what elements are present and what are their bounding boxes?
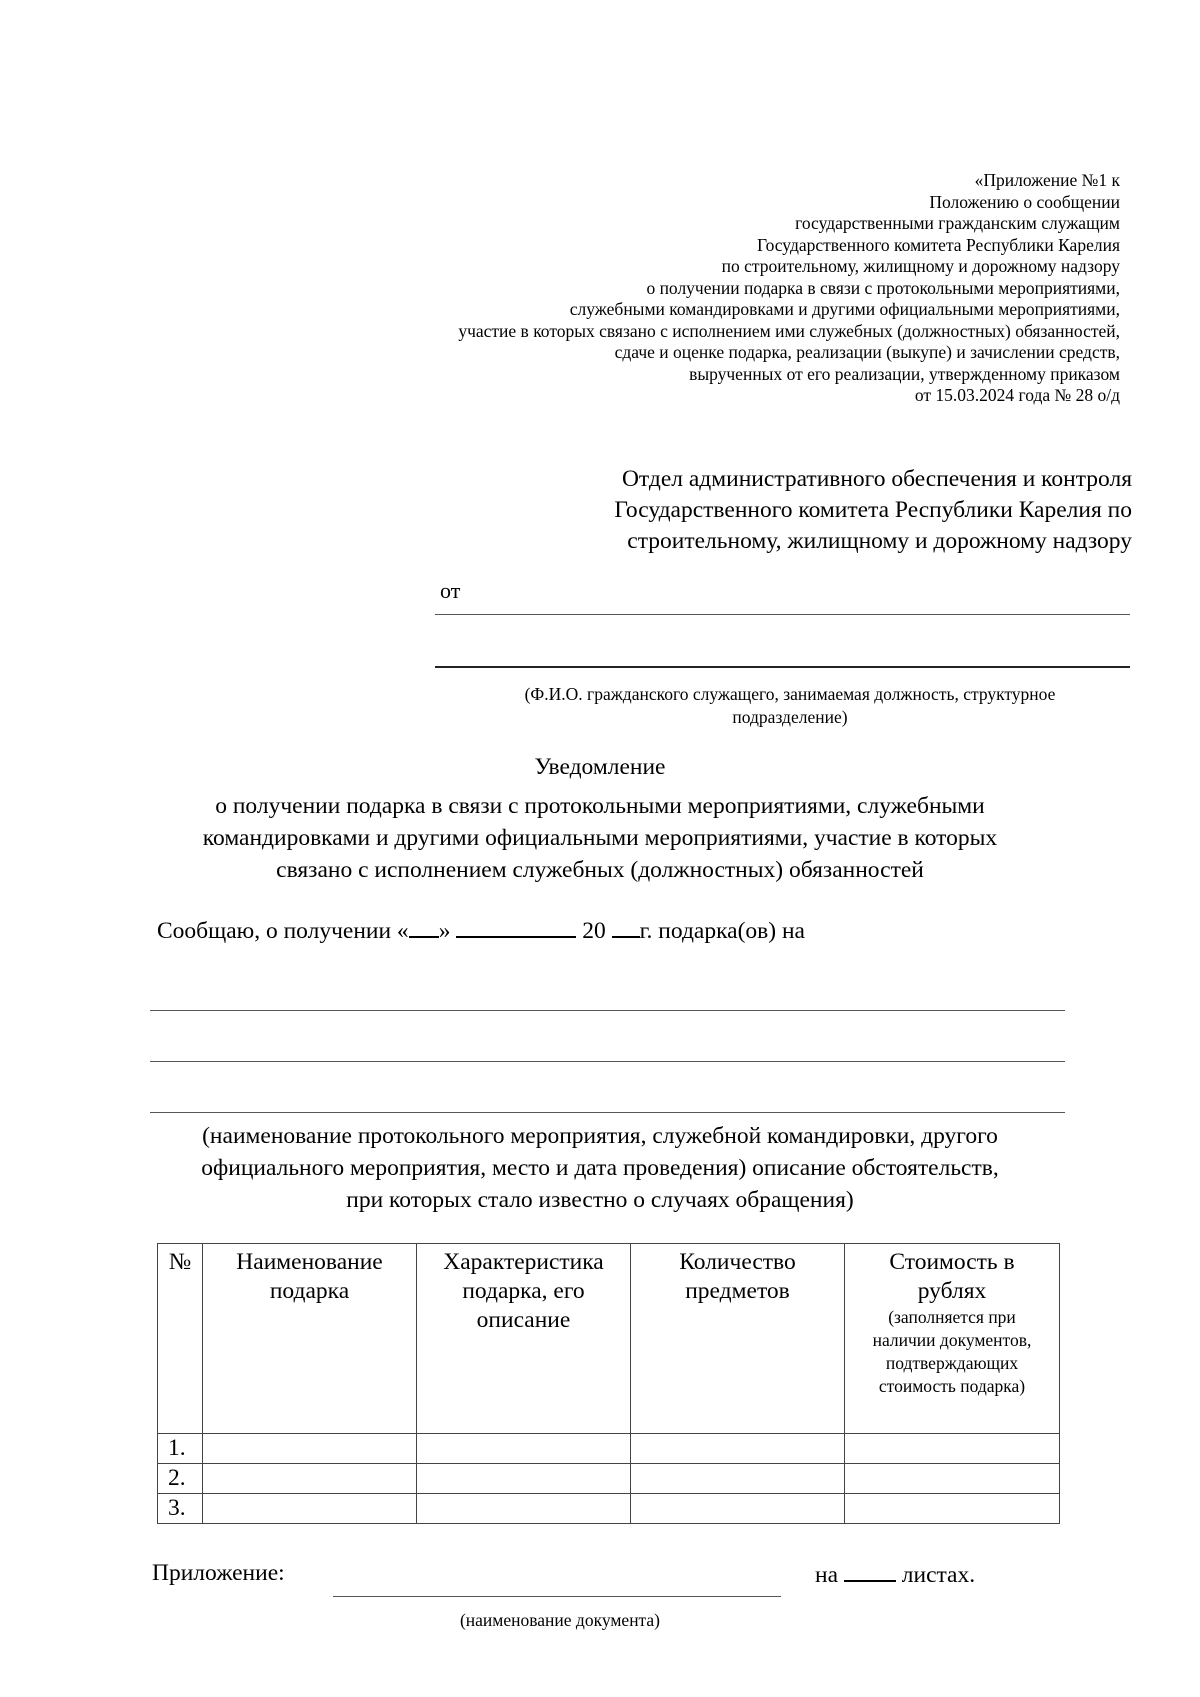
sender-caption-line: (Ф.И.О. гражданского служащего, занимаемая должность, структурное xyxy=(524,684,1056,704)
from-label: от xyxy=(440,578,461,603)
header-number xyxy=(158,1244,203,1434)
header-line: подарка, его xyxy=(462,1278,585,1304)
header-cost xyxy=(845,1244,1060,1434)
header-line: Наименование xyxy=(236,1249,383,1275)
appendix-line: сдаче и оценке подарка, реализации (выкупе) и зачислении средств, xyxy=(614,342,1120,362)
row-number: 1. xyxy=(158,1434,203,1464)
table-row xyxy=(158,1494,1060,1524)
appendix-line: «Приложение №1 к xyxy=(974,170,1120,190)
report-sentence xyxy=(157,916,805,945)
header-quantity xyxy=(631,1244,845,1434)
appendix-line: участие в которых связано с исполнением ими служебных (должностных) обязанностей, xyxy=(458,320,1120,341)
header-line: Количество xyxy=(679,1249,796,1275)
sender-position-line[interactable] xyxy=(435,666,1130,668)
appendix-reference xyxy=(320,170,1120,407)
header-gift-name xyxy=(203,1244,417,1434)
sheets-suffix: листах. xyxy=(901,1562,976,1588)
table-row xyxy=(158,1464,1060,1494)
header-number-label: № xyxy=(168,1249,192,1275)
report-text: г. подарка(ов) на xyxy=(639,918,805,944)
recipient-line: строительному, жилищному и дорожному надзору xyxy=(627,528,1132,554)
month-blank[interactable] xyxy=(456,916,576,938)
cell-gift-description[interactable] xyxy=(417,1434,631,1464)
attachment-document-line[interactable] xyxy=(333,1596,781,1597)
day-blank[interactable] xyxy=(409,916,439,938)
appendix-line: вырученных от его реализации, утвержденному приказом xyxy=(689,363,1120,384)
cost-note-line: (заполняется при xyxy=(888,1307,1016,1327)
notice-subtitle-line: командировками и другими официальными мероприятиями, участие в которых xyxy=(202,825,998,851)
attachment-caption: (наименование документа) xyxy=(459,1610,661,1630)
appendix-line: Положению о сообщении xyxy=(929,191,1120,212)
recipient-line: Отдел административного обеспечения и контроля xyxy=(621,466,1132,492)
sender-caption-line: подразделение) xyxy=(732,707,848,727)
event-caption-line: официального мероприятия, место и дата проведения) описание обстоятельств, xyxy=(201,1155,999,1181)
header-line: Стоимость в xyxy=(889,1249,1015,1275)
cell-cost[interactable] xyxy=(845,1434,1060,1464)
appendix-line: о получении подарка в связи с протокольными мероприятиями, xyxy=(646,277,1120,298)
cell-quantity[interactable] xyxy=(631,1464,845,1494)
notice-title: Уведомление xyxy=(534,754,666,780)
header-line: предметов xyxy=(685,1278,790,1304)
event-caption xyxy=(120,1120,1080,1216)
sender-caption xyxy=(440,683,1140,729)
header-gift-description xyxy=(417,1244,631,1434)
header-line: рублях xyxy=(917,1278,987,1304)
event-caption-line: (наименование протокольного мероприятия, служебной командировки, другого xyxy=(202,1123,998,1149)
row-number: 3. xyxy=(158,1494,203,1524)
gifts-table xyxy=(157,1243,1060,1524)
table-row xyxy=(158,1434,1060,1464)
table-header-row xyxy=(158,1244,1060,1434)
notice-subtitle-line: связано с исполнением служебных (должностных) обязанностей xyxy=(276,857,924,883)
event-line[interactable] xyxy=(150,1061,1065,1062)
appendix-line: государственными гражданским служащим xyxy=(795,213,1120,233)
recipient-block xyxy=(492,464,1132,557)
year-blank[interactable] xyxy=(612,916,640,938)
event-line[interactable] xyxy=(150,1010,1065,1011)
appendix-line: Государственного комитета Республики Карелия xyxy=(757,234,1120,255)
notice-subtitle-line: о получении подарка в связи с протокольными мероприятиями, служебными xyxy=(215,793,985,819)
cost-note xyxy=(845,1306,1059,1398)
appendix-line: служебными командировками и другими официальными мероприятиями, xyxy=(569,299,1120,319)
appendix-line: от 15.03.2024 года № 28 о/д xyxy=(914,385,1120,405)
cell-gift-name[interactable] xyxy=(203,1464,417,1494)
cell-gift-description[interactable] xyxy=(417,1464,631,1494)
cost-note-line: наличии документов, xyxy=(872,1330,1032,1350)
notice-subtitle xyxy=(100,790,1100,886)
cell-gift-name[interactable] xyxy=(203,1494,417,1524)
cost-note-line: подтверждающих xyxy=(885,1353,1019,1373)
sender-name-line[interactable] xyxy=(435,614,1130,615)
appendix-line: по строительному, жилищному и дорожному надзору xyxy=(721,256,1120,276)
recipient-line: Государственного комитета Республики Карелия по xyxy=(614,497,1132,523)
cell-gift-description[interactable] xyxy=(417,1494,631,1524)
header-line: Характеристика xyxy=(443,1249,604,1275)
header-line: описание xyxy=(476,1307,571,1333)
report-text: Сообщаю, о получении « xyxy=(157,918,409,944)
cell-quantity[interactable] xyxy=(631,1494,845,1524)
sheets-prefix: на xyxy=(815,1562,839,1588)
report-text: » xyxy=(438,918,457,944)
cell-quantity[interactable] xyxy=(631,1434,845,1464)
cost-note-line: стоимость подарка) xyxy=(878,1376,1026,1396)
row-number: 2. xyxy=(158,1464,203,1494)
event-caption-line: при которых стало известно о случаях обращения) xyxy=(346,1187,854,1213)
cell-cost[interactable] xyxy=(845,1494,1060,1524)
cell-gift-name[interactable] xyxy=(203,1434,417,1464)
event-line[interactable] xyxy=(150,1112,1065,1113)
attachment-label: Приложение: xyxy=(152,1560,285,1586)
attachment-sheets xyxy=(815,1560,975,1589)
sheets-count-blank[interactable] xyxy=(844,1560,896,1582)
header-line: подарка xyxy=(269,1278,350,1304)
cell-cost[interactable] xyxy=(845,1464,1060,1494)
report-text: 20 xyxy=(576,918,612,944)
